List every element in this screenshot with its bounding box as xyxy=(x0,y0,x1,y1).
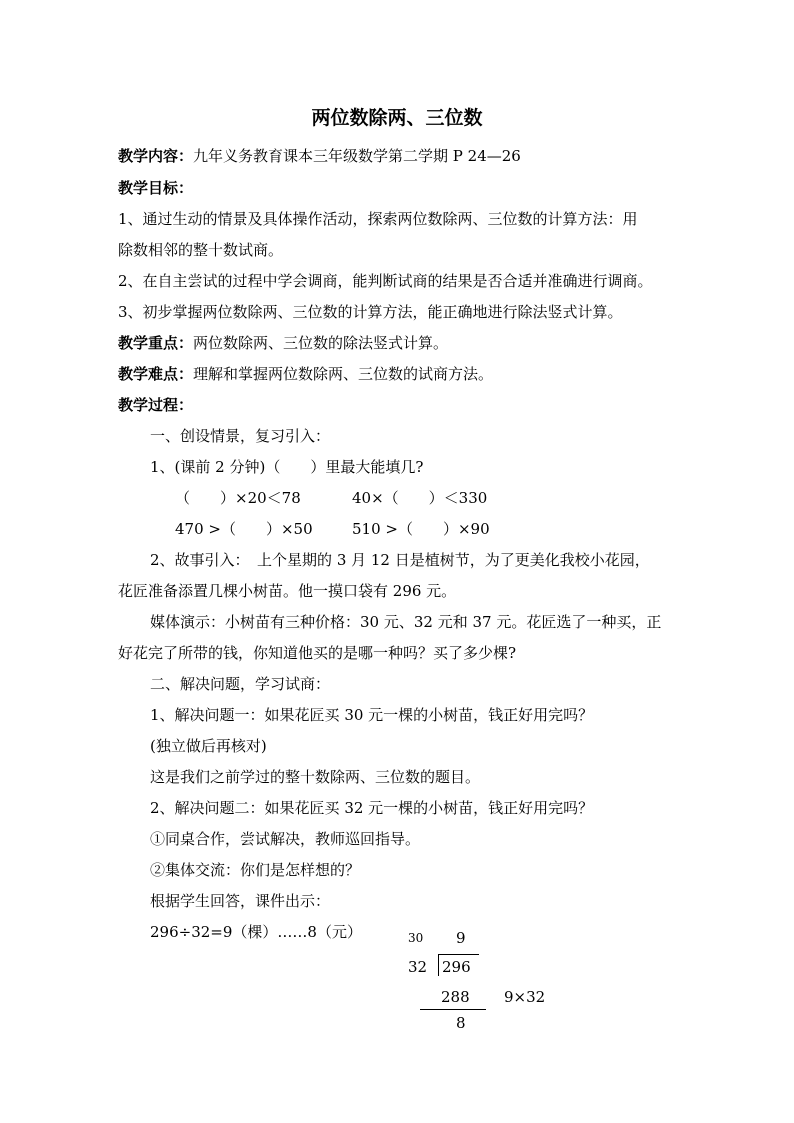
review-exercise: 510 >（ ）×90 xyxy=(352,520,490,538)
difficulty-label: 教学难点： xyxy=(118,365,194,383)
story-line: 2、故事引入： 上个星期的 3 月 12 日是植树节，为了更美化我校小花园， xyxy=(150,551,650,569)
key-point-text: 两位数除两、三位数的除法竖式计算。 xyxy=(193,334,449,352)
review-question: 1、(课前 2 分钟)（ ）里最大能填几? xyxy=(150,458,424,476)
content-label: 教学内容： xyxy=(118,147,194,165)
process-label: 教学过程： xyxy=(118,396,194,414)
content-row xyxy=(118,146,521,166)
problem-one-text: 这是我们之前学过的整十数除两、三位数的题目。 xyxy=(150,768,481,786)
goal-line: 1、通过生动的情景及具体操作活动，探索两位数除两、三位数的计算方法：用 xyxy=(118,210,638,228)
media-line: 媒体演示：小树苗有三种价格：30 元、32 元和 37 元。花匠选了一种买，正 xyxy=(150,613,662,631)
section1-title: 一、创设情景，复习引入： xyxy=(150,427,331,445)
key-point-row xyxy=(118,333,448,353)
review-exercise: 470 >（ ）×50 xyxy=(175,520,313,538)
dividend: 296 xyxy=(442,958,471,976)
subtraction-line xyxy=(420,1009,486,1010)
problem-two-step: ①同桌合作，尝试解决，教师巡回指导。 xyxy=(150,830,421,848)
problem-two: 2、解决问题二：如果花匠买 32 元一棵的小树苗，钱正好用完吗？ xyxy=(150,799,594,817)
division-equation: 296÷32=9（棵）……8（元） xyxy=(150,923,362,941)
division-bracket xyxy=(438,954,439,976)
difficulty-text: 理解和掌握两位数除两、三位数的试商方法。 xyxy=(193,365,494,383)
problem-one-note: (独立做后再核对) xyxy=(150,737,267,755)
trial-divisor: 30 xyxy=(408,931,424,945)
key-point-label: 教学重点： xyxy=(118,334,194,352)
section2-title: 二、解决问题，学习试商： xyxy=(150,675,331,693)
media-line: 好花完了所带的钱，你知道他买的是哪一种吗？买了多少棵? xyxy=(118,644,517,662)
content-text: 九年义务教育课本三年级数学第二学期 P 24—26 xyxy=(193,147,521,165)
remainder: 8 xyxy=(456,1014,466,1032)
divisor: 32 xyxy=(408,958,428,976)
story-line: 花匠准备添置几棵小树苗。他一摸口袋有 296 元。 xyxy=(118,582,457,600)
review-exercise: （ ）×20＜78 xyxy=(175,489,301,507)
difficulty-row xyxy=(118,364,493,384)
quotient: 9 xyxy=(456,929,466,947)
division-bar xyxy=(439,954,479,955)
problem-two-step: ②集体交流：你们是怎样想的？ xyxy=(150,861,361,879)
product: 288 xyxy=(441,988,470,1006)
problem-two-step: 根据学生回答，课件出示： xyxy=(150,892,331,910)
document-title: 两位数除两、三位数 xyxy=(311,107,483,129)
product-note: 9×32 xyxy=(504,988,546,1006)
goal-line: 除数相邻的整十数试商。 xyxy=(118,241,284,259)
goal-line: 2、在自主尝试的过程中学会调商，能判断试商的结果是否合适并准确进行调商。 xyxy=(118,272,653,290)
goal-line: 3、初步掌握两位数除两、三位数的计算方法，能正确地进行除法竖式计算。 xyxy=(118,303,623,321)
goals-label: 教学目标： xyxy=(118,179,194,197)
review-exercise: 40×（ ）＜330 xyxy=(352,489,488,507)
problem-one: 1、解决问题一：如果花匠买 30 元一棵的小树苗，钱正好用完吗？ xyxy=(150,706,594,724)
